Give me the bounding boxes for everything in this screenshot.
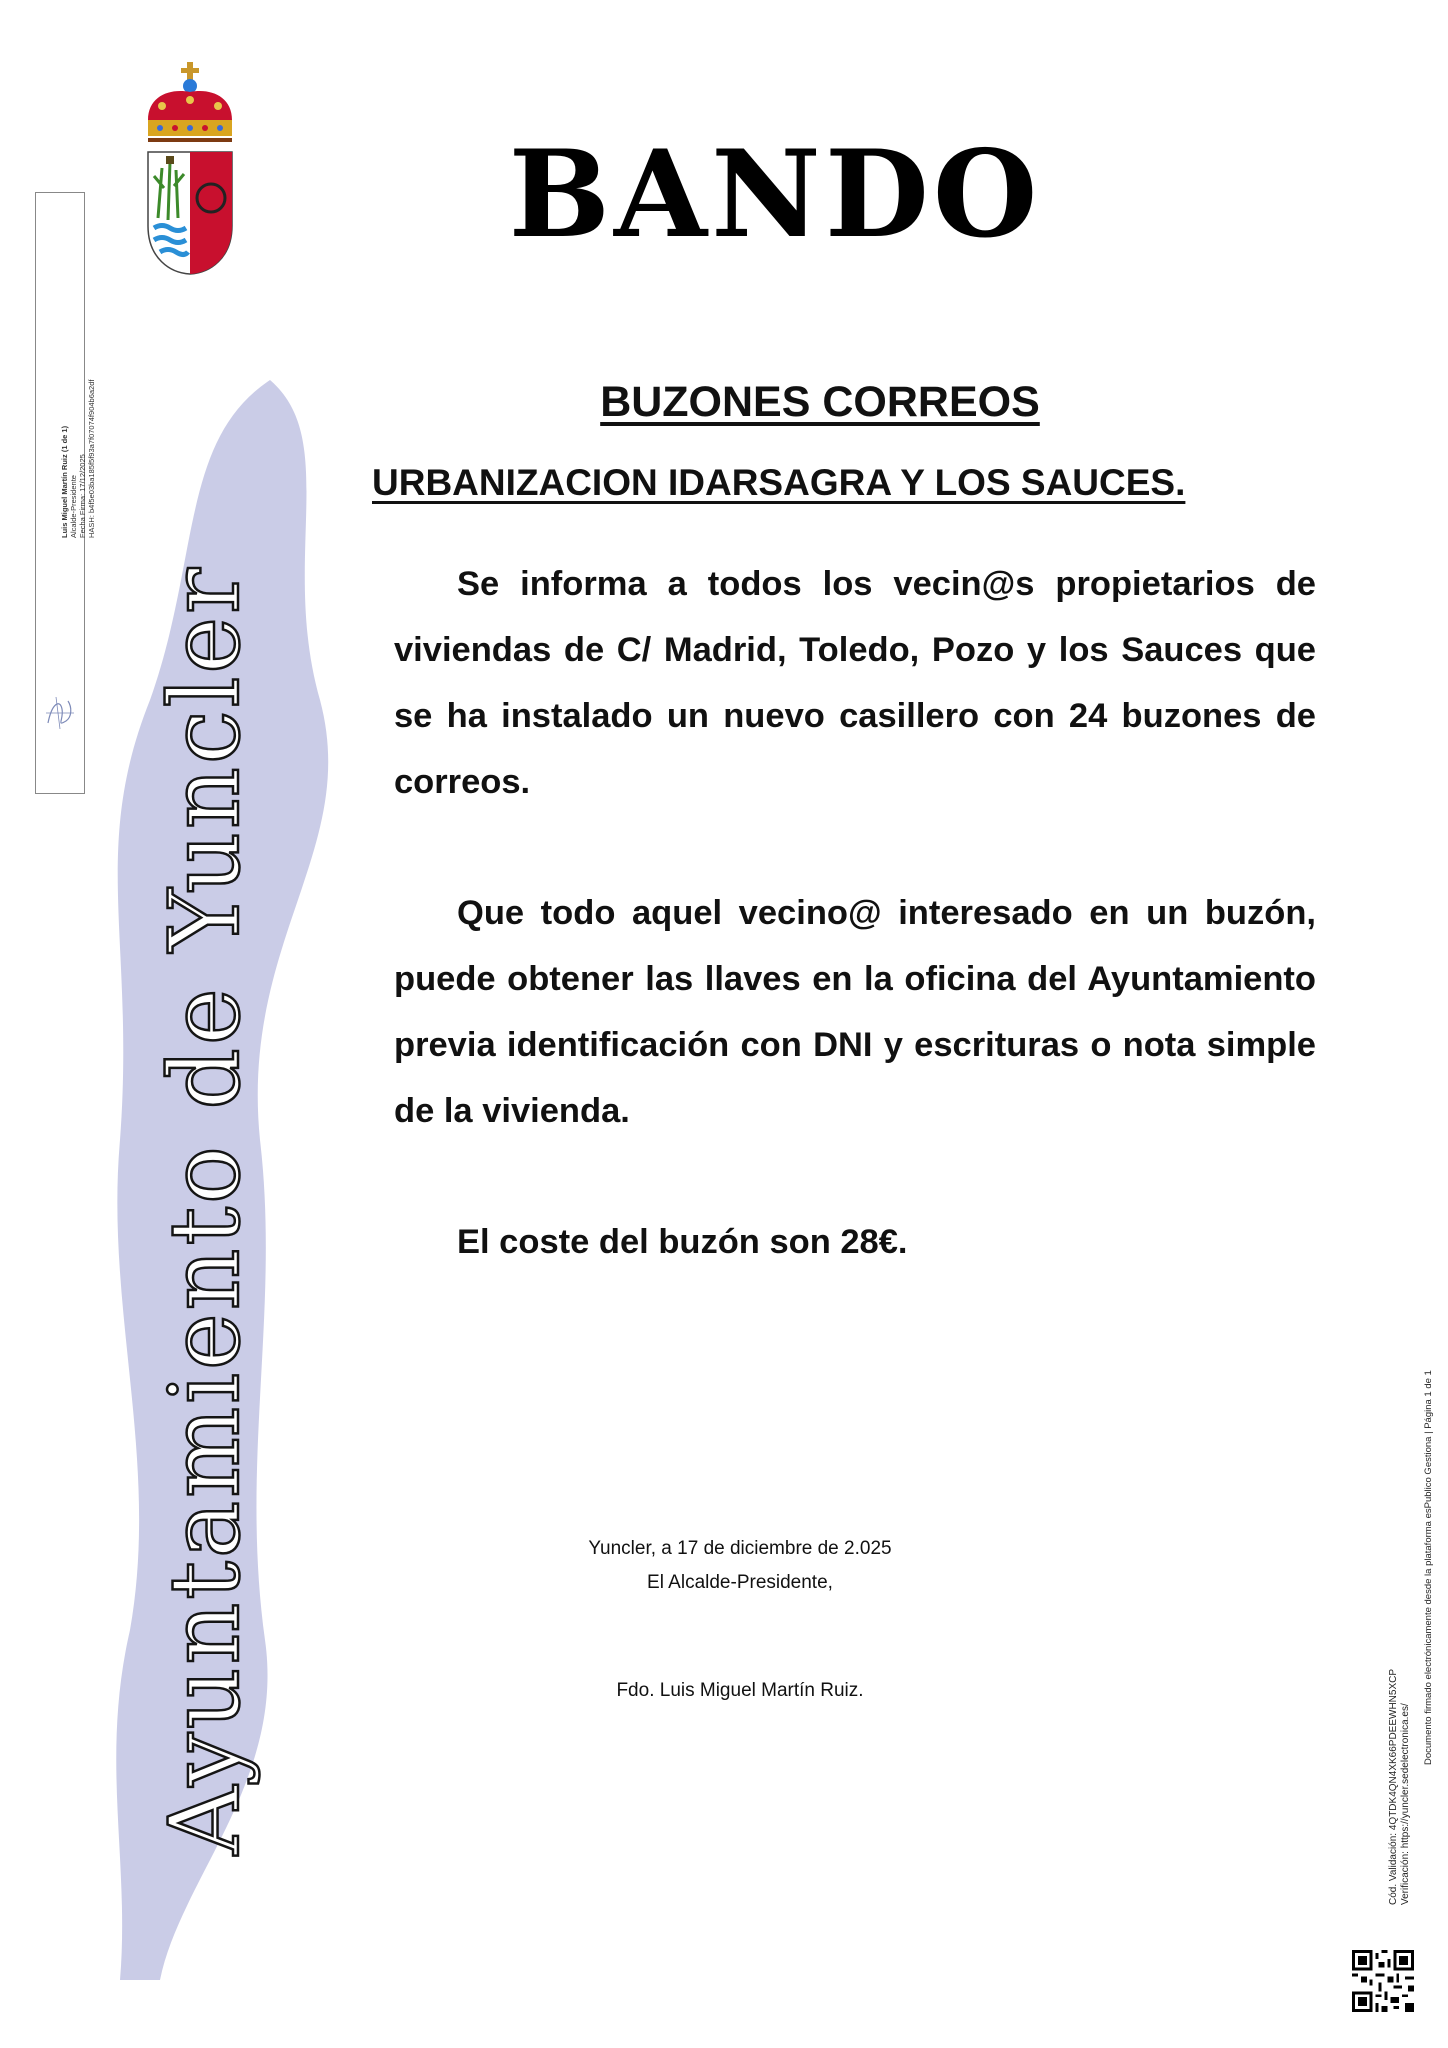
verification-url[interactable]: Verificación: https://yuncler.sedelectronica.es/: [1400, 1703, 1411, 1905]
platform-note: Documento firmado electrónicamente desde la plataforma esPublico Gestiona | Página 1 de 1: [1423, 1370, 1434, 1765]
handwritten-signature-icon: [42, 693, 78, 733]
body-paragraph: El coste del buzón son 28€.: [457, 1223, 908, 1261]
signature-date-line: Yuncler, a 17 de diciembre de 2.025: [588, 1538, 892, 1559]
validation-footer: [1388, 1669, 1412, 1905]
qr-code-icon: [1352, 1950, 1414, 2012]
validation-code: Cód. Validación: 4QTDK4QN4XK66PDEEWHN5XCP: [1388, 1668, 1399, 1905]
notice-headline: BUZONES CORREOS: [600, 378, 1040, 426]
signature-hash: HASH: b4f5e03ba185f5f93a7f07074f904b6a2df: [87, 379, 96, 538]
notice-subheadline: URBANIZACION IDARSAGRA Y LOS SAUCES.: [372, 462, 1186, 503]
signature-role-line: El Alcalde-Presidente,: [647, 1572, 833, 1593]
watermark-text: Ayuntamiento de Yuncler: [149, 564, 261, 1856]
signature-date: Fecha Firma: 17/12/2025: [78, 454, 87, 538]
body-paragraph: Se informa a todos los vecin@s propietarios de viviendas de C/ Madrid, Toledo, Pozo y los Sauces que se ha instalado un nuevo casillero con 24 buzones de correos.: [394, 565, 1316, 801]
body-paragraph: Que todo aquel vecino@ interesado en un buzón, puede obtener las llaves en la oficina del Ayuntamiento previa identificación con DNI y escrituras o nota simple de la vivienda.: [394, 894, 1316, 1130]
signed-by-line: Fdo. Luis Miguel Martín Ruiz.: [616, 1680, 864, 1701]
document-title: BANDO: [508, 124, 1042, 265]
signer-role: Alcalde-Presidente: [69, 475, 78, 538]
validation-platform: [1423, 1370, 1434, 1765]
signature-stamp-box: [35, 192, 96, 794]
signer-name: Luis Miguel Martín Ruiz (1 de 1): [60, 425, 69, 538]
